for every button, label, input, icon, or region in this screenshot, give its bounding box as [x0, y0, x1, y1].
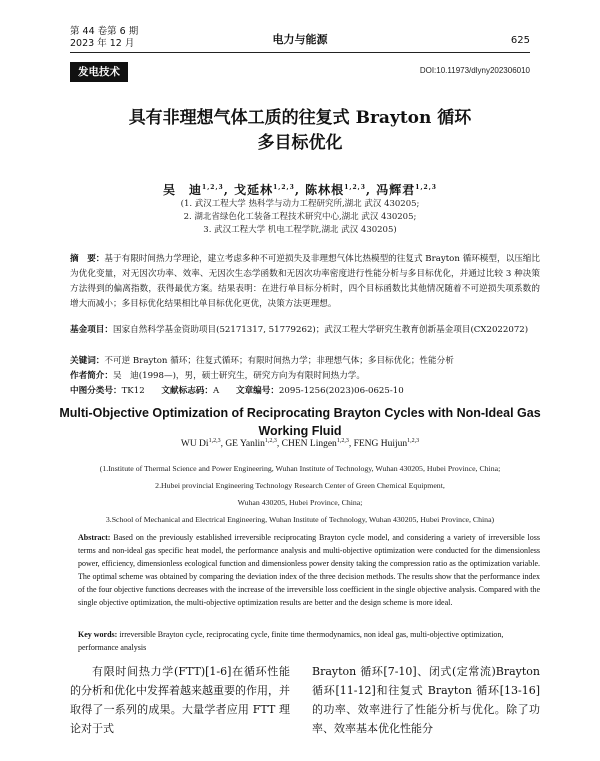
- keywords-cn: [70, 354, 540, 368]
- author-cn-2: 戈延林: [234, 183, 274, 197]
- abstract-en: [78, 531, 540, 609]
- author-cn-1: 吴 迪: [163, 183, 203, 197]
- author-cn-3-sup: 1,2,3: [344, 184, 366, 191]
- authors-en: WU Di$^{1,2,3}$, GE Yanlin$^{1,2,3}$, CHEN Lingen$^{1,2,3}$, FENG Huijun$^{1,2,3}$: [180, 437, 420, 449]
- keywords-en-text: irreversible Brayton cycle, reciprocating cycle, finite time thermodynamics, non ideal gas, multi-objective optimization, performance analysis: [78, 630, 504, 652]
- affiliation-en-4: 3.School of Mechanical and Electrical Engineering, Wuhan Institute of Technology, Wuhan 430205, Hubei Province, China): [105, 515, 495, 524]
- author-en-4-sup: 1,2,3: [407, 437, 420, 444]
- affiliation-cn-1: (1. 武汉工程大学 热科学与动力工程研究所,湖北 武汉 430205;: [180, 199, 420, 209]
- author-en-1: WU Di: [180, 439, 209, 449]
- classification-line: [70, 384, 540, 398]
- issue-date: 2023 年 12 月: [70, 38, 135, 49]
- affiliation-en-3: Wuhan 430205, Hubei Province, China;: [237, 498, 363, 507]
- abstract-en-text: Based on the previously established irreversible reciprocating Brayton cycle model, and considering a variety of irreversible loss terms and non-ideal gas specific heat model, the performance analysis and multi-objective optimization were conducted for the dimensionless power, efficiency, dimensionless ecological function and dimensionless power density taking the compression ratio as the optimization variable. The optimal scheme was obtained by comparing the deviation index of the three decision methods. The results show that the performance index of the four objective functions decreases with the increase of the irreversible loss coefficient in the single objective analysis. Compared with the single objective optimization, the multi-objective optimization results are better and the design scheme is more ideal.: [78, 533, 541, 607]
- author-cn-4: 冯辉君: [376, 183, 416, 197]
- author-cn-4-sup: 1,2,3: [415, 184, 437, 191]
- abstract-cn: [70, 252, 540, 312]
- doc-code-label: 文献标志码：: [161, 386, 213, 396]
- keywords-cn-label: 关键词：: [70, 356, 105, 366]
- author-en-2: GE Yanlin: [225, 439, 265, 449]
- funding-cn: [70, 323, 540, 337]
- clc-label: 中图分类号：: [70, 386, 122, 396]
- affiliation-en-2: 2.Hubei provincial Engineering Technology Research Center of Green Chemical Equipment,: [155, 481, 445, 490]
- affiliation-en-1: (1.Institute of Thermal Science and Power Engineering, Wuhan Institute of Technology, Wuhan 430205, Hubei Province, China;: [99, 464, 501, 473]
- keywords-en: [78, 628, 540, 654]
- abstract-cn-label: 摘 要：: [70, 254, 105, 264]
- author-en-2-sup: 1,2,3: [264, 437, 277, 444]
- header-rule: [70, 52, 530, 53]
- article-no-label: 文章编号：: [235, 386, 279, 396]
- author-bio-cn: [70, 369, 540, 383]
- doc-code-value: A: [212, 386, 220, 396]
- title-cn-line-1: 具有非理想气体工质的往复式 Brayton 循环: [128, 108, 472, 128]
- title-en-line-1: Multi-Objective Optimization of Reciprocating Brayton Cycles with Non-Ideal Gas: [59, 406, 541, 420]
- author-bio-cn-label: 作者简介：: [70, 371, 113, 381]
- author-en-3-sup: 1,2,3: [336, 437, 349, 444]
- funding-cn-text: 国家自然科学基金资助项目(52171317, 51779262)；武汉工程大学研究生教育创新基金项目(CX2022072): [112, 325, 529, 335]
- section-tag: 发电技术: [70, 62, 128, 82]
- body-column-left: 有限时间热力学(FTT)[1-6]在循环性能的分析和优化中发挥着越来越重要的作用，并取得了一系列的成果。大量学者应用 FTT 理论对于式: [70, 665, 290, 735]
- author-cn-2-sup: 1,2,3: [273, 184, 295, 191]
- author-cn-3: 陈林根: [305, 183, 345, 197]
- authors-cn: 吴 迪$^{1,2,3}$, 戈延林$^{1,2,3}$, 陈林根$^{1,2,3}$, 冯辉君$^{1,2,3}$: [163, 183, 437, 197]
- title-cn-line-2: 多目标优化: [257, 133, 343, 153]
- clc-value: TK12: [121, 386, 145, 396]
- author-en-1-sup: 1,2,3: [208, 437, 221, 444]
- affiliation-cn-3: 3. 武汉工程大学 机电工程学院,湖北 武汉 430205): [203, 225, 397, 235]
- author-cn-1-sup: 1,2,3: [202, 184, 224, 191]
- volume-issue: 第 44 卷第 6 期: [70, 26, 139, 37]
- body-column-right: Brayton 循环[7-10]、闭式(定常流)Brayton 循环[11-12]和往复式 Brayton 循环[13-16]的功率、效率进行了性能分析与优化。除了功率、效率基本优化性能分: [312, 665, 540, 735]
- doi: DOI:10.11973/dlyny202306010: [419, 66, 530, 75]
- author-en-4: FENG Huijun: [353, 439, 408, 449]
- page-number: 625: [510, 35, 530, 46]
- funding-cn-label: 基金项目：: [70, 325, 113, 335]
- keywords-en-label: Key words:: [78, 630, 118, 639]
- affiliation-cn-2: 2. 湖北省绿色化工装备工程技术研究中心,湖北 武汉 430205;: [183, 212, 417, 222]
- title-en-line-2: Working Fluid: [258, 424, 342, 438]
- keywords-cn-text: 不可逆 Brayton 循环；往复式循环；有限时间热力学；非理想气体；多目标优化；性能分析: [104, 356, 454, 366]
- author-bio-cn-text: 吴 迪(1998—)，男，硕士研究生，研究方向为有限时间热力学。: [112, 371, 365, 381]
- abstract-cn-text: 基于有限时间热力学理论，建立考虑多种不可逆损失及非理想气体比热模型的往复式 Brayton 循环模型，以压缩比为优化变量，对无因次功率、效率、无因次生态学函数和无因次功率密度进行性能分析与多目标优化，并通过比较 3 种决策方法得到的偏离指数，获得最优方案。结果表明：在进行单目标分析时，四个目标函数比其他情况随着不可逆损失项系数的增大而减小；多目标优化结果相比单目标优化更优，决策方法更理想。: [70, 254, 540, 309]
- journal-name: 电力与能源: [272, 33, 328, 46]
- article-no-value: 2095-1256(2023)06-0625-10: [278, 386, 404, 396]
- abstract-en-label: Abstract:: [78, 533, 111, 542]
- author-en-3: CHEN Lingen: [281, 439, 337, 449]
